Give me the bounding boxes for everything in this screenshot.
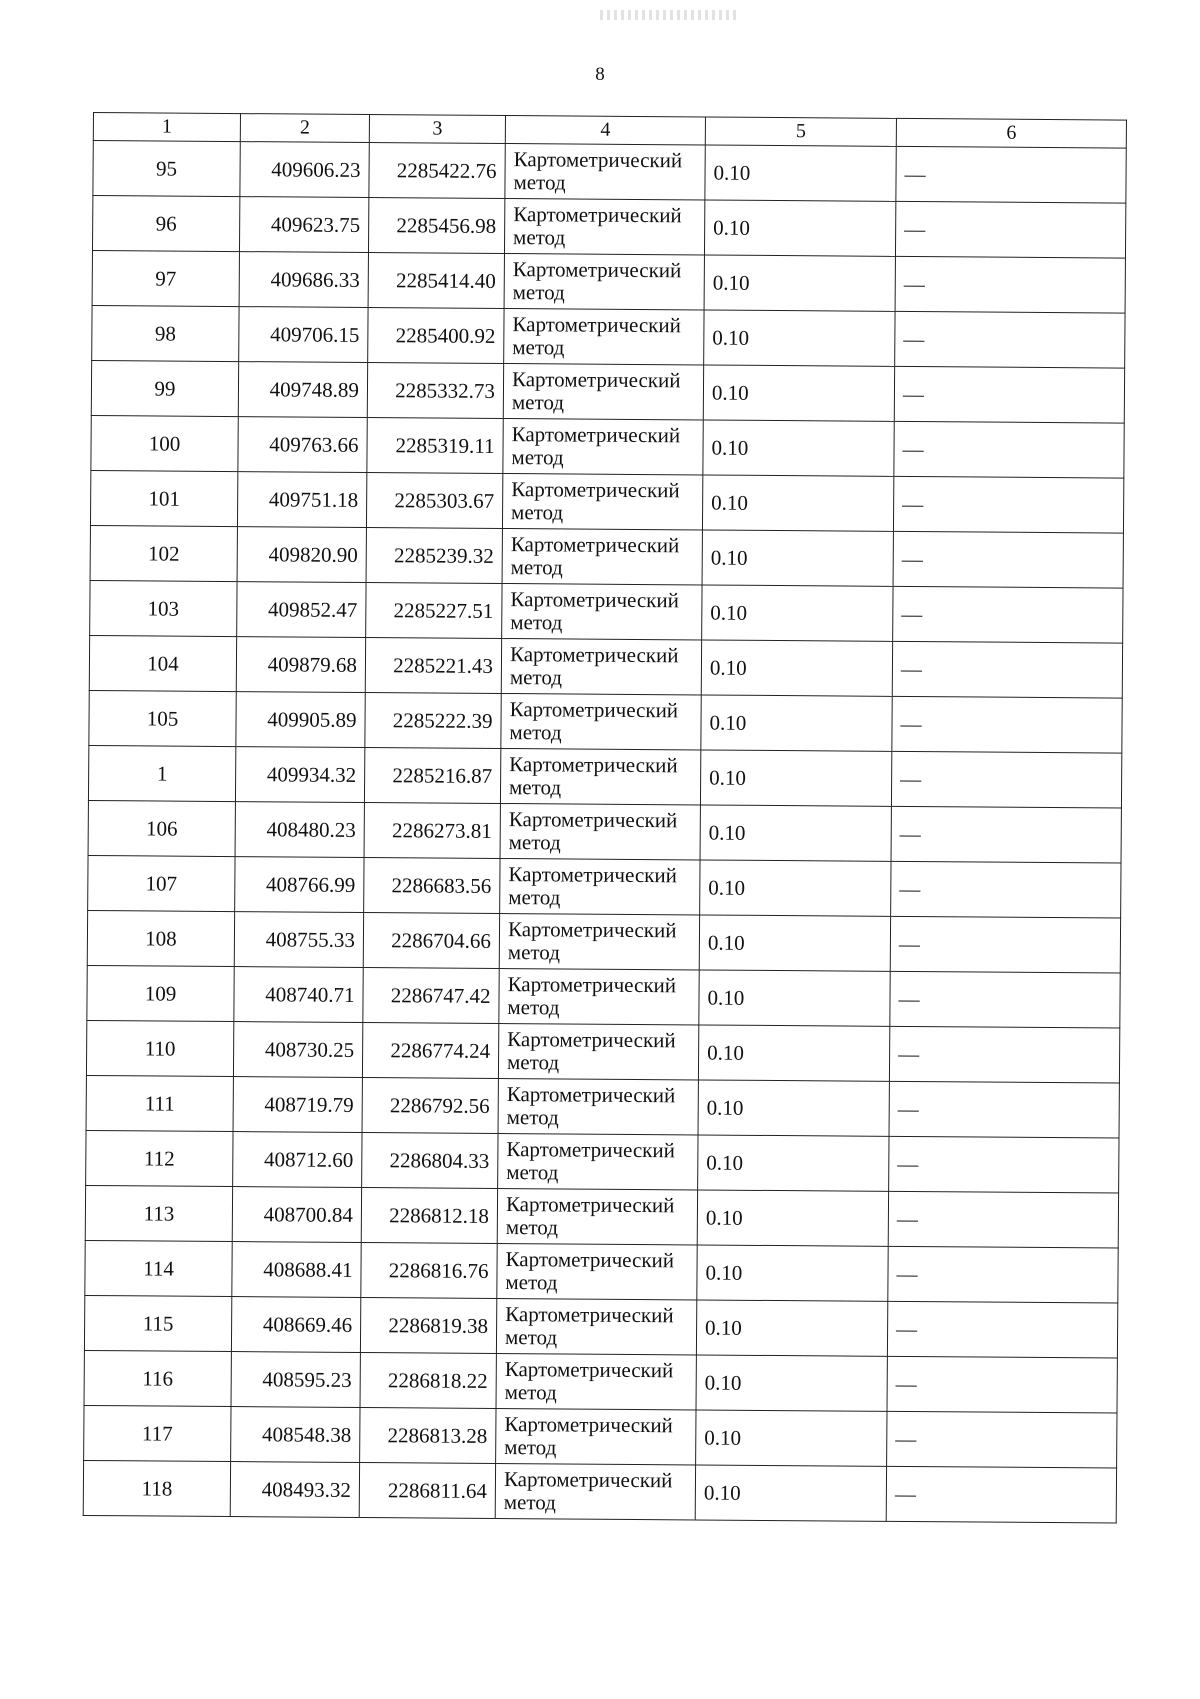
table-row [89, 635, 1122, 698]
accuracy-cell: 0.10 [697, 1190, 888, 1246]
column-header: 3 [369, 115, 505, 144]
point-number-cell: 111 [86, 1075, 233, 1131]
method-cell: Картометрический метод [501, 694, 701, 750]
method-cell: Картометрический метод [496, 1298, 696, 1354]
y-coordinate-cell: 2285456.98 [368, 198, 504, 254]
note-cell: — [893, 586, 1123, 643]
method-cell: Картометрический метод [502, 584, 702, 640]
accuracy-cell: 0.10 [700, 750, 891, 806]
accuracy-cell: 0.10 [701, 640, 892, 696]
accuracy-cell: 0.10 [704, 200, 895, 256]
accuracy-cell: 0.10 [696, 1410, 887, 1466]
x-coordinate-cell: 408669.46 [231, 1297, 360, 1353]
x-coordinate-cell: 408688.41 [232, 1242, 361, 1298]
x-coordinate-cell: 408740.71 [234, 967, 363, 1023]
y-coordinate-cell: 2285400.92 [368, 308, 504, 364]
accuracy-cell: 0.10 [705, 145, 896, 201]
y-coordinate-cell: 2286819.38 [360, 1297, 496, 1353]
method-cell: Картометрический метод [497, 1188, 697, 1244]
x-coordinate-cell: 408719.79 [233, 1077, 362, 1133]
method-cell: Картометрический метод [497, 1243, 697, 1299]
accuracy-cell: 0.10 [704, 255, 895, 311]
x-coordinate-cell: 409748.89 [238, 362, 367, 418]
table-row [91, 360, 1124, 423]
method-cell: Картометрический метод [504, 309, 704, 365]
y-coordinate-cell: 2286813.28 [360, 1407, 496, 1463]
table-row [90, 525, 1123, 588]
point-number-cell: 104 [89, 635, 236, 691]
method-cell: Картометрический метод [502, 529, 702, 585]
x-coordinate-cell: 408700.84 [232, 1187, 361, 1243]
column-header: 6 [896, 118, 1126, 148]
note-cell: — [895, 256, 1125, 313]
x-coordinate-cell: 408595.23 [231, 1352, 360, 1408]
accuracy-cell: 0.10 [702, 585, 893, 641]
method-cell: Картометрический метод [496, 1353, 696, 1409]
x-coordinate-cell: 408755.33 [234, 912, 363, 968]
column-header: 1 [93, 113, 240, 142]
note-cell: — [888, 1246, 1118, 1303]
x-coordinate-cell: 409763.66 [238, 417, 367, 473]
note-cell: — [894, 421, 1124, 478]
y-coordinate-cell: 2286818.22 [360, 1352, 496, 1408]
table-body [83, 113, 1126, 1524]
column-header: 4 [505, 116, 705, 145]
method-cell: Картометрический метод [503, 364, 703, 420]
table-row [87, 965, 1120, 1028]
y-coordinate-cell: 2285422.76 [369, 143, 505, 199]
table-row [88, 855, 1121, 918]
note-cell: — [891, 806, 1121, 863]
point-number-cell: 118 [83, 1460, 230, 1516]
table-row [86, 1075, 1119, 1138]
point-number-cell: 115 [84, 1295, 231, 1351]
note-cell: — [890, 916, 1120, 973]
method-cell: Картометрический метод [504, 199, 704, 255]
x-coordinate-cell: 409852.47 [237, 582, 366, 638]
accuracy-cell: 0.10 [699, 915, 890, 971]
method-cell: Картометрический метод [500, 749, 700, 805]
y-coordinate-cell: 2286792.56 [362, 1078, 498, 1134]
accuracy-cell: 0.10 [698, 1025, 889, 1081]
note-cell: — [892, 641, 1122, 698]
accuracy-cell: 0.10 [698, 1080, 889, 1136]
table-row [84, 1405, 1117, 1468]
method-cell: Картометрический метод [498, 1133, 698, 1189]
table-row [91, 415, 1124, 478]
x-coordinate-cell: 408493.32 [230, 1462, 359, 1518]
table-row [92, 250, 1125, 313]
note-cell: — [891, 861, 1121, 918]
accuracy-cell: 0.10 [702, 475, 893, 531]
table-row [90, 470, 1123, 533]
y-coordinate-cell: 2286811.64 [359, 1462, 495, 1518]
table-row [88, 745, 1121, 808]
y-coordinate-cell: 2286812.18 [361, 1187, 497, 1243]
accuracy-cell: 0.10 [703, 365, 894, 421]
point-number-cell: 112 [86, 1130, 233, 1186]
x-coordinate-cell: 409934.32 [235, 747, 364, 803]
method-cell: Картометрический метод [495, 1463, 695, 1519]
point-number-cell: 98 [92, 305, 239, 361]
x-coordinate-cell: 408730.25 [233, 1022, 362, 1078]
y-coordinate-cell: 2285319.11 [367, 418, 503, 474]
note-cell: — [888, 1191, 1118, 1248]
y-coordinate-cell: 2285216.87 [364, 748, 500, 804]
y-coordinate-cell: 2285332.73 [367, 363, 503, 419]
point-number-cell: 109 [87, 965, 234, 1021]
point-number-cell: 105 [89, 690, 236, 746]
note-cell: — [893, 531, 1123, 588]
note-cell: — [895, 201, 1125, 258]
x-coordinate-cell: 409820.90 [237, 527, 366, 583]
accuracy-cell: 0.10 [698, 1135, 889, 1191]
y-coordinate-cell: 2286774.24 [362, 1023, 498, 1079]
table-row [85, 1185, 1118, 1248]
point-number-cell: 116 [84, 1350, 231, 1406]
accuracy-cell: 0.10 [703, 420, 894, 476]
accuracy-cell: 0.10 [704, 310, 895, 366]
note-cell: — [889, 1136, 1119, 1193]
table-row [84, 1350, 1117, 1413]
table-row [85, 1240, 1118, 1303]
column-header: 2 [240, 114, 369, 143]
table-row [86, 1130, 1119, 1193]
method-cell: Картометрический метод [498, 1078, 698, 1134]
note-cell: — [892, 696, 1122, 753]
y-coordinate-cell: 2286816.76 [361, 1242, 497, 1298]
method-cell: Картометрический метод [500, 804, 700, 860]
note-cell: — [889, 1081, 1119, 1138]
point-number-cell: 114 [85, 1240, 232, 1296]
accuracy-cell: 0.10 [702, 530, 893, 586]
y-coordinate-cell: 2285414.40 [368, 253, 504, 309]
accuracy-cell: 0.10 [696, 1300, 887, 1356]
note-cell: — [896, 146, 1126, 203]
method-cell: Картометрический метод [498, 1023, 698, 1079]
point-number-cell: 96 [92, 196, 239, 252]
point-number-cell: 107 [88, 855, 235, 911]
note-cell: — [886, 1466, 1116, 1523]
method-cell: Картометрический метод [500, 859, 700, 915]
x-coordinate-cell: 408766.99 [235, 857, 364, 913]
method-cell: Картометрический метод [504, 254, 704, 310]
x-coordinate-cell: 409706.15 [239, 307, 368, 363]
x-coordinate-cell: 408548.38 [231, 1407, 360, 1463]
note-cell: — [890, 971, 1120, 1028]
point-number-cell: 102 [90, 525, 237, 581]
y-coordinate-cell: 2286704.66 [363, 913, 499, 969]
point-number-cell: 95 [93, 141, 240, 197]
column-header: 5 [705, 117, 896, 146]
x-coordinate-cell: 408480.23 [235, 802, 364, 858]
point-number-cell: 110 [86, 1020, 233, 1076]
table-row [84, 1295, 1117, 1358]
method-cell: Картометрический метод [502, 474, 702, 530]
note-cell: — [894, 366, 1124, 423]
method-cell: Картометрический метод [499, 969, 699, 1025]
point-number-cell: 108 [87, 910, 234, 966]
table-row [88, 800, 1121, 863]
x-coordinate-cell: 409606.23 [240, 142, 369, 198]
accuracy-cell: 0.10 [699, 970, 890, 1026]
table-row [83, 1460, 1116, 1523]
accuracy-cell: 0.10 [701, 695, 892, 751]
y-coordinate-cell: 2285221.43 [365, 638, 501, 694]
note-cell: — [891, 751, 1121, 808]
table-row [93, 141, 1126, 204]
point-number-cell: 99 [91, 360, 238, 416]
page-number: 8 [595, 64, 605, 85]
y-coordinate-cell: 2285222.39 [365, 693, 501, 749]
point-number-cell: 106 [88, 800, 235, 856]
table-row [92, 196, 1125, 259]
method-cell: Картометрический метод [505, 144, 705, 200]
point-number-cell: 100 [91, 415, 238, 471]
note-cell: — [893, 476, 1123, 533]
table-row [90, 580, 1123, 643]
table-row [89, 690, 1122, 753]
y-coordinate-cell: 2285303.67 [366, 473, 502, 529]
point-number-cell: 97 [92, 250, 239, 306]
x-coordinate-cell: 409751.18 [237, 472, 366, 528]
x-coordinate-cell: 409686.33 [239, 252, 368, 308]
x-coordinate-cell: 409905.89 [236, 692, 365, 748]
table-row [92, 305, 1125, 368]
note-cell: — [887, 1301, 1117, 1358]
y-coordinate-cell: 2285227.51 [366, 583, 502, 639]
point-number-cell: 113 [85, 1185, 232, 1241]
method-cell: Картометрический метод [501, 639, 701, 695]
note-cell: — [889, 1026, 1119, 1083]
note-cell: — [887, 1356, 1117, 1413]
point-number-cell: 117 [84, 1405, 231, 1461]
y-coordinate-cell: 2286683.56 [364, 858, 500, 914]
method-cell: Картометрический метод [503, 419, 703, 475]
y-coordinate-cell: 2286804.33 [362, 1132, 498, 1188]
accuracy-cell: 0.10 [700, 805, 891, 861]
accuracy-cell: 0.10 [696, 1355, 887, 1411]
method-cell: Картометрический метод [499, 914, 699, 970]
point-number-cell: 1 [88, 745, 235, 801]
accuracy-cell: 0.10 [697, 1245, 888, 1301]
accuracy-cell: 0.10 [700, 860, 891, 916]
point-number-cell: 103 [90, 580, 237, 636]
point-number-cell: 101 [90, 470, 237, 526]
table-row [86, 1020, 1119, 1083]
x-coordinate-cell: 409623.75 [239, 197, 368, 253]
accuracy-cell: 0.10 [695, 1465, 886, 1521]
coordinates-table [83, 112, 1127, 1524]
y-coordinate-cell: 2286273.81 [364, 803, 500, 859]
note-cell: — [887, 1411, 1117, 1468]
y-coordinate-cell: 2285239.32 [366, 528, 502, 584]
scan-artifact [600, 10, 740, 20]
x-coordinate-cell: 408712.60 [233, 1132, 362, 1188]
x-coordinate-cell: 409879.68 [236, 637, 365, 693]
method-cell: Картометрический метод [496, 1408, 696, 1464]
y-coordinate-cell: 2286747.42 [363, 968, 499, 1024]
note-cell: — [895, 311, 1125, 368]
table-row [87, 910, 1120, 973]
